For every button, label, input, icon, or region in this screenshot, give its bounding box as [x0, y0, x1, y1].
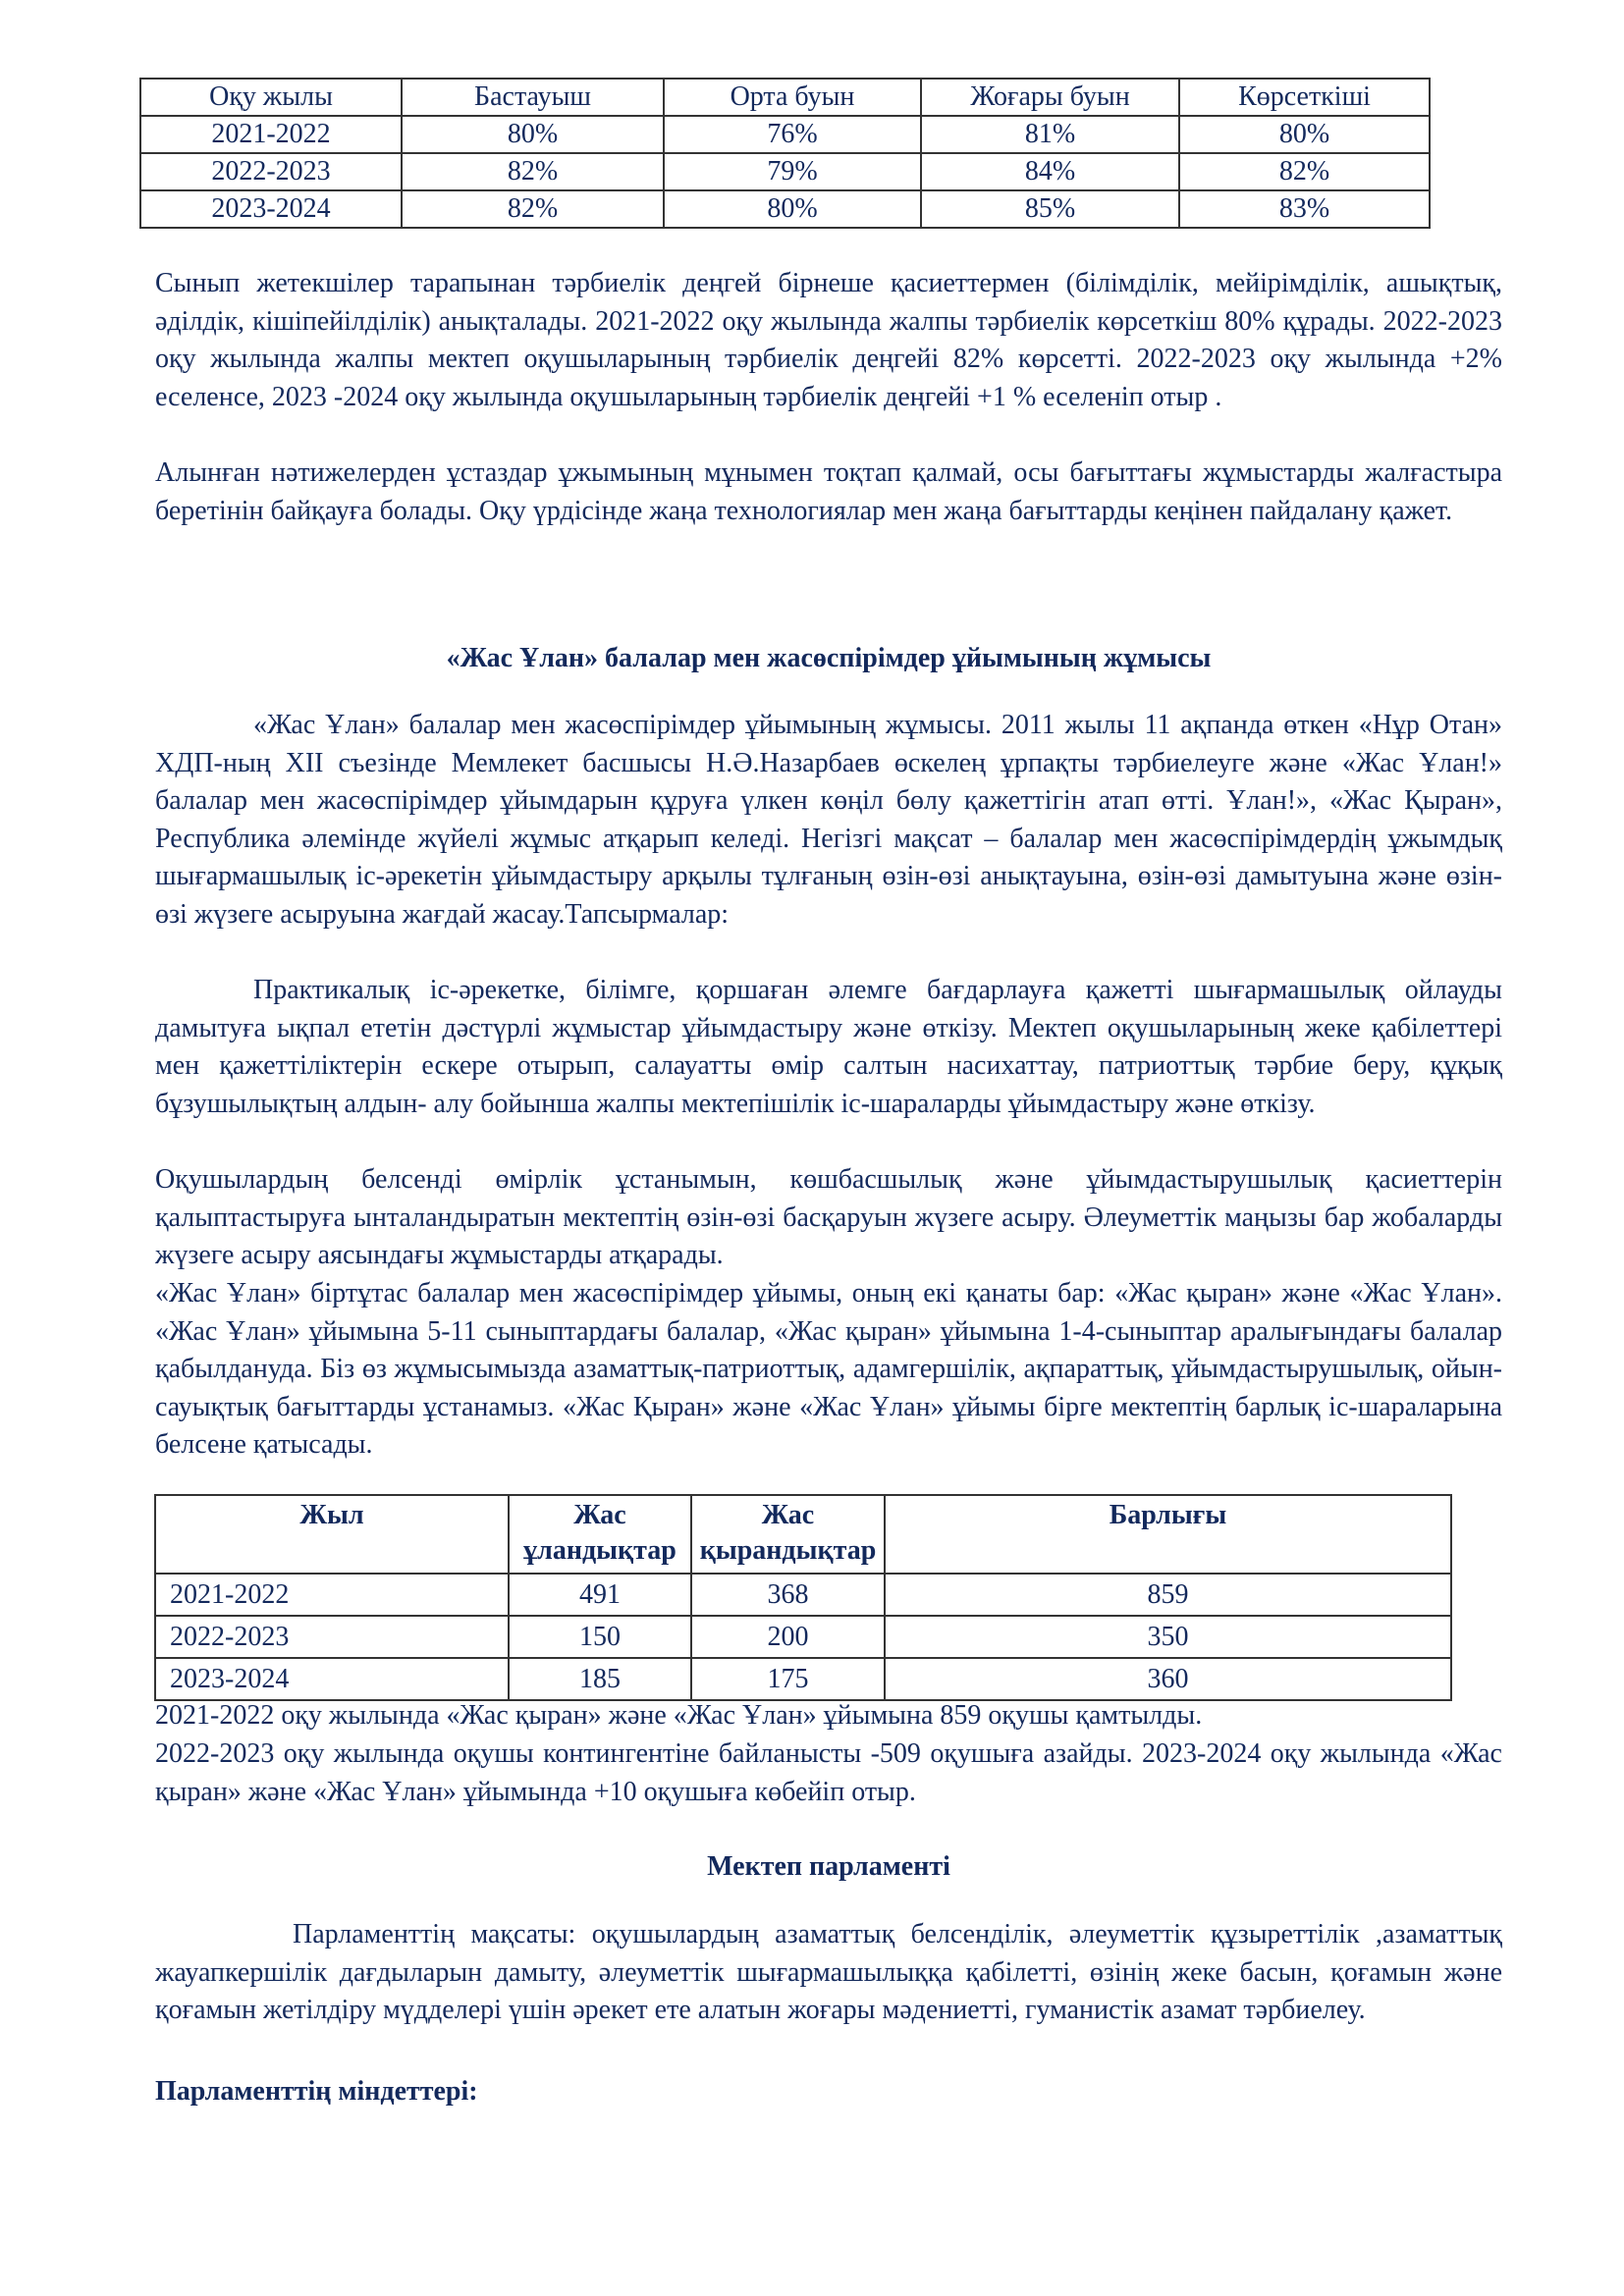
members-count-table	[154, 1494, 1452, 1701]
table-cell: 82%	[402, 190, 664, 228]
table-cell: 2023-2024	[140, 190, 402, 228]
table-cell: 81%	[921, 116, 1179, 153]
table-header-row	[140, 79, 1430, 116]
table-header-cell: Жас ұландықтар	[509, 1495, 691, 1574]
paragraph-self-government: Оқушылардың белсенді өмірлік ұстанымын, көшбасшылық және ұйымдастырушылық қасиеттерін қалыптастыруға ынталандыратын мектептің өзін-өзі басқаруын жүзеге асыру. Әлеуметтік маңызы бар жобаларды жүзеге асыру аясындағы жұмыстарды атқарады.	[155, 1164, 1502, 1270]
table-header-cell: Орта буын	[664, 79, 921, 116]
table-cell: 83%	[1179, 190, 1430, 228]
table-row	[140, 153, 1430, 190]
section-title-zhas-ulan: «Жас Ұлан» балалар мен жасөспірімдер ұйымының жұмысы	[446, 643, 1212, 673]
paragraph-conclusion: Алынған нәтижелерден ұстаздар ұжымының мұнымен тоқтап қалмай, осы бағыттағы жұмыстарды жалғастыра беретінін байқауға болады. Оқу үрдісінде жаңа технологиялар мен жаңа бағыттарды кеңінен пайдалану қажет.	[155, 457, 1502, 526]
section-title-parliament-tasks: Парламенттің міндеттері:	[155, 2076, 478, 2107]
paragraph-parliament-goal: Парламенттің мақсаты: оқушылардың азаматтық белсенділік, әлеуметтік құзыреттілік ,азаматтық жауапкершілік дағдыларын дамыту, әлеуметтік шығармашылыққа қабілетті, өзінің жеке басын, қоғамын және қоғамын жетілдіру мүдделері үшін әрекет ете алатын жоғары мәдениетті, гуманистік азамат тәрбиелеу.	[155, 1919, 1502, 2025]
table-header-cell: Көрсеткіші	[1179, 79, 1430, 116]
section-title-school-parliament: Мектеп парламенті	[707, 1851, 950, 1882]
paragraph-coverage-change: 2022-2023 оқу жылында оқушы контингентіне байланысты -509 оқушыға азайды. 2023-2024 оқу жылында «Жас қыран» және «Жас Ұлан» ұйымында +10 оқушыға көбейіп отыр.	[155, 1738, 1502, 1807]
table-cell: 859	[885, 1574, 1451, 1616]
table-row	[155, 1574, 1451, 1616]
table-cell: 150	[509, 1616, 691, 1658]
table-cell: 85%	[921, 190, 1179, 228]
table-row	[140, 116, 1430, 153]
paragraph-upbringing-summary: Сынып жетекшілер тарапынан тәрбиелік деңгей бірнеше қасиеттермен (білімділік, мейірімділік, ашықтық, әділдік, кішіпейілділік) анықталады. 2021-2022 оқу жылында жалпы тәрбиелік көрсеткіш 80% құрады. 2022-2023 оқу жылында жалпы мектеп оқушыларының тәрбиелік деңгейі 82% көрсетті. 2022-2023 оқу жылында +2% еселенсе, 2023 -2024 оқу жылында оқушыларының тәрбиелік деңгейі +1 % еселеніп отыр .	[155, 268, 1502, 412]
table-cell: 80%	[402, 116, 664, 153]
table-cell: 491	[509, 1574, 691, 1616]
table-row	[155, 1616, 1451, 1658]
table-cell: 76%	[664, 116, 921, 153]
table-cell: 2022-2023	[155, 1616, 509, 1658]
table-header-cell: Барлығы	[885, 1495, 1451, 1574]
table-cell: 82%	[402, 153, 664, 190]
table-cell: 200	[691, 1616, 885, 1658]
table-cell: 2021-2022	[140, 116, 402, 153]
table-cell: 82%	[1179, 153, 1430, 190]
table-row	[140, 190, 1430, 228]
upbringing-level-table	[139, 78, 1431, 229]
table-cell: 2023-2024	[155, 1658, 509, 1700]
table-cell: 368	[691, 1574, 885, 1616]
paragraph-zhas-ulan-intro: «Жас Ұлан» балалар мен жасөспірімдер ұйымының жұмысы. 2011 жылы 11 ақпанда өткен «Нұр Отан» ХДП-ның XII съезінде Мемлекет басшысы Н.Ә.Назарбаев өскелең ұрпақты тәрбиелеуге және «Жас Ұлан!» балалар мен жасөспірімдер ұйымдарын құруға үлкен көңіл бөлу қажеттігін атап өтті. Ұлан!», «Жас Қыран», Республика әлемінде жүйелі жұмыс атқарып келеді. Негізгі мақсат – балалар мен жасөспірімдердің ұжымдық шығармашылық іс-әрекетін ұйымдастыру арқылы тұлғаның өзін-өзі анықтауына, өзін-өзі дамытуына және өзін- өзі жүзеге асыруына жағдай жасау.Тапсырмалар:	[155, 710, 1502, 930]
table-cell: 2022-2023	[140, 153, 402, 190]
paragraph-organization: «Жас Ұлан» біртұтас балалар мен жасөспірімдер ұйымы, оның екі қанаты бар: «Жас қыран» және «Жас Ұлан». «Жас Ұлан» ұйымына 5-11 сыныптардағы балалар, «Жас қыран» ұйымына 1-4-сыныптар аралығындағы балалар қабылдануда. Біз өз жұмысымызда азаматтық-патриоттық, адамгершілік, ақпараттық, ұйымдастырушылық, ойын-сауықтық бағыттарды ұстанамыз. «Жас Қыран» және «Жас Ұлан» ұйымы бірге мектептің барлық іс-шараларына белсене қатысады.	[155, 1278, 1502, 1460]
table-cell: 350	[885, 1616, 1451, 1658]
table-header-cell: Жоғары буын	[921, 79, 1179, 116]
table-cell: 2021-2022	[155, 1574, 509, 1616]
table-cell: 80%	[664, 190, 921, 228]
table-cell: 84%	[921, 153, 1179, 190]
table-header-row	[155, 1495, 1451, 1574]
table-header-cell: Оқу жылы	[140, 79, 402, 116]
table-cell: 80%	[1179, 116, 1430, 153]
table-cell: 175	[691, 1658, 885, 1700]
paragraph-tasks: Практикалық іс-әрекетке, білімге, қоршаған әлемге бағдарлауға қажетті шығармашылық ойлауды дамытуға ықпал ететін дәстүрлі жұмыстар ұйымдастыру және өткізу. Мектеп оқушыларының жеке қабілеттері мен қажеттіліктерін ескере отырып, салауатты өмір салтын насихаттау, патриоттық тәрбие беру, құқық бұзушылықтың алдын- алу бойынша жалпы мектепішілік іс-шараларды ұйымдастыру және өткізу.	[155, 975, 1502, 1119]
table-header-cell: Бастауыш	[402, 79, 664, 116]
table-cell: 185	[509, 1658, 691, 1700]
table-row	[155, 1658, 1451, 1700]
table-header-cell: Жас қырандықтар	[691, 1495, 885, 1574]
table-cell: 360	[885, 1658, 1451, 1700]
paragraph-coverage-2021: 2021-2022 оқу жылында «Жас қыран» және «Жас Ұлан» ұйымына 859 оқушы қамтылды.	[155, 1700, 1203, 1731]
table-header-cell: Жыл	[155, 1495, 509, 1574]
table-cell: 79%	[664, 153, 921, 190]
